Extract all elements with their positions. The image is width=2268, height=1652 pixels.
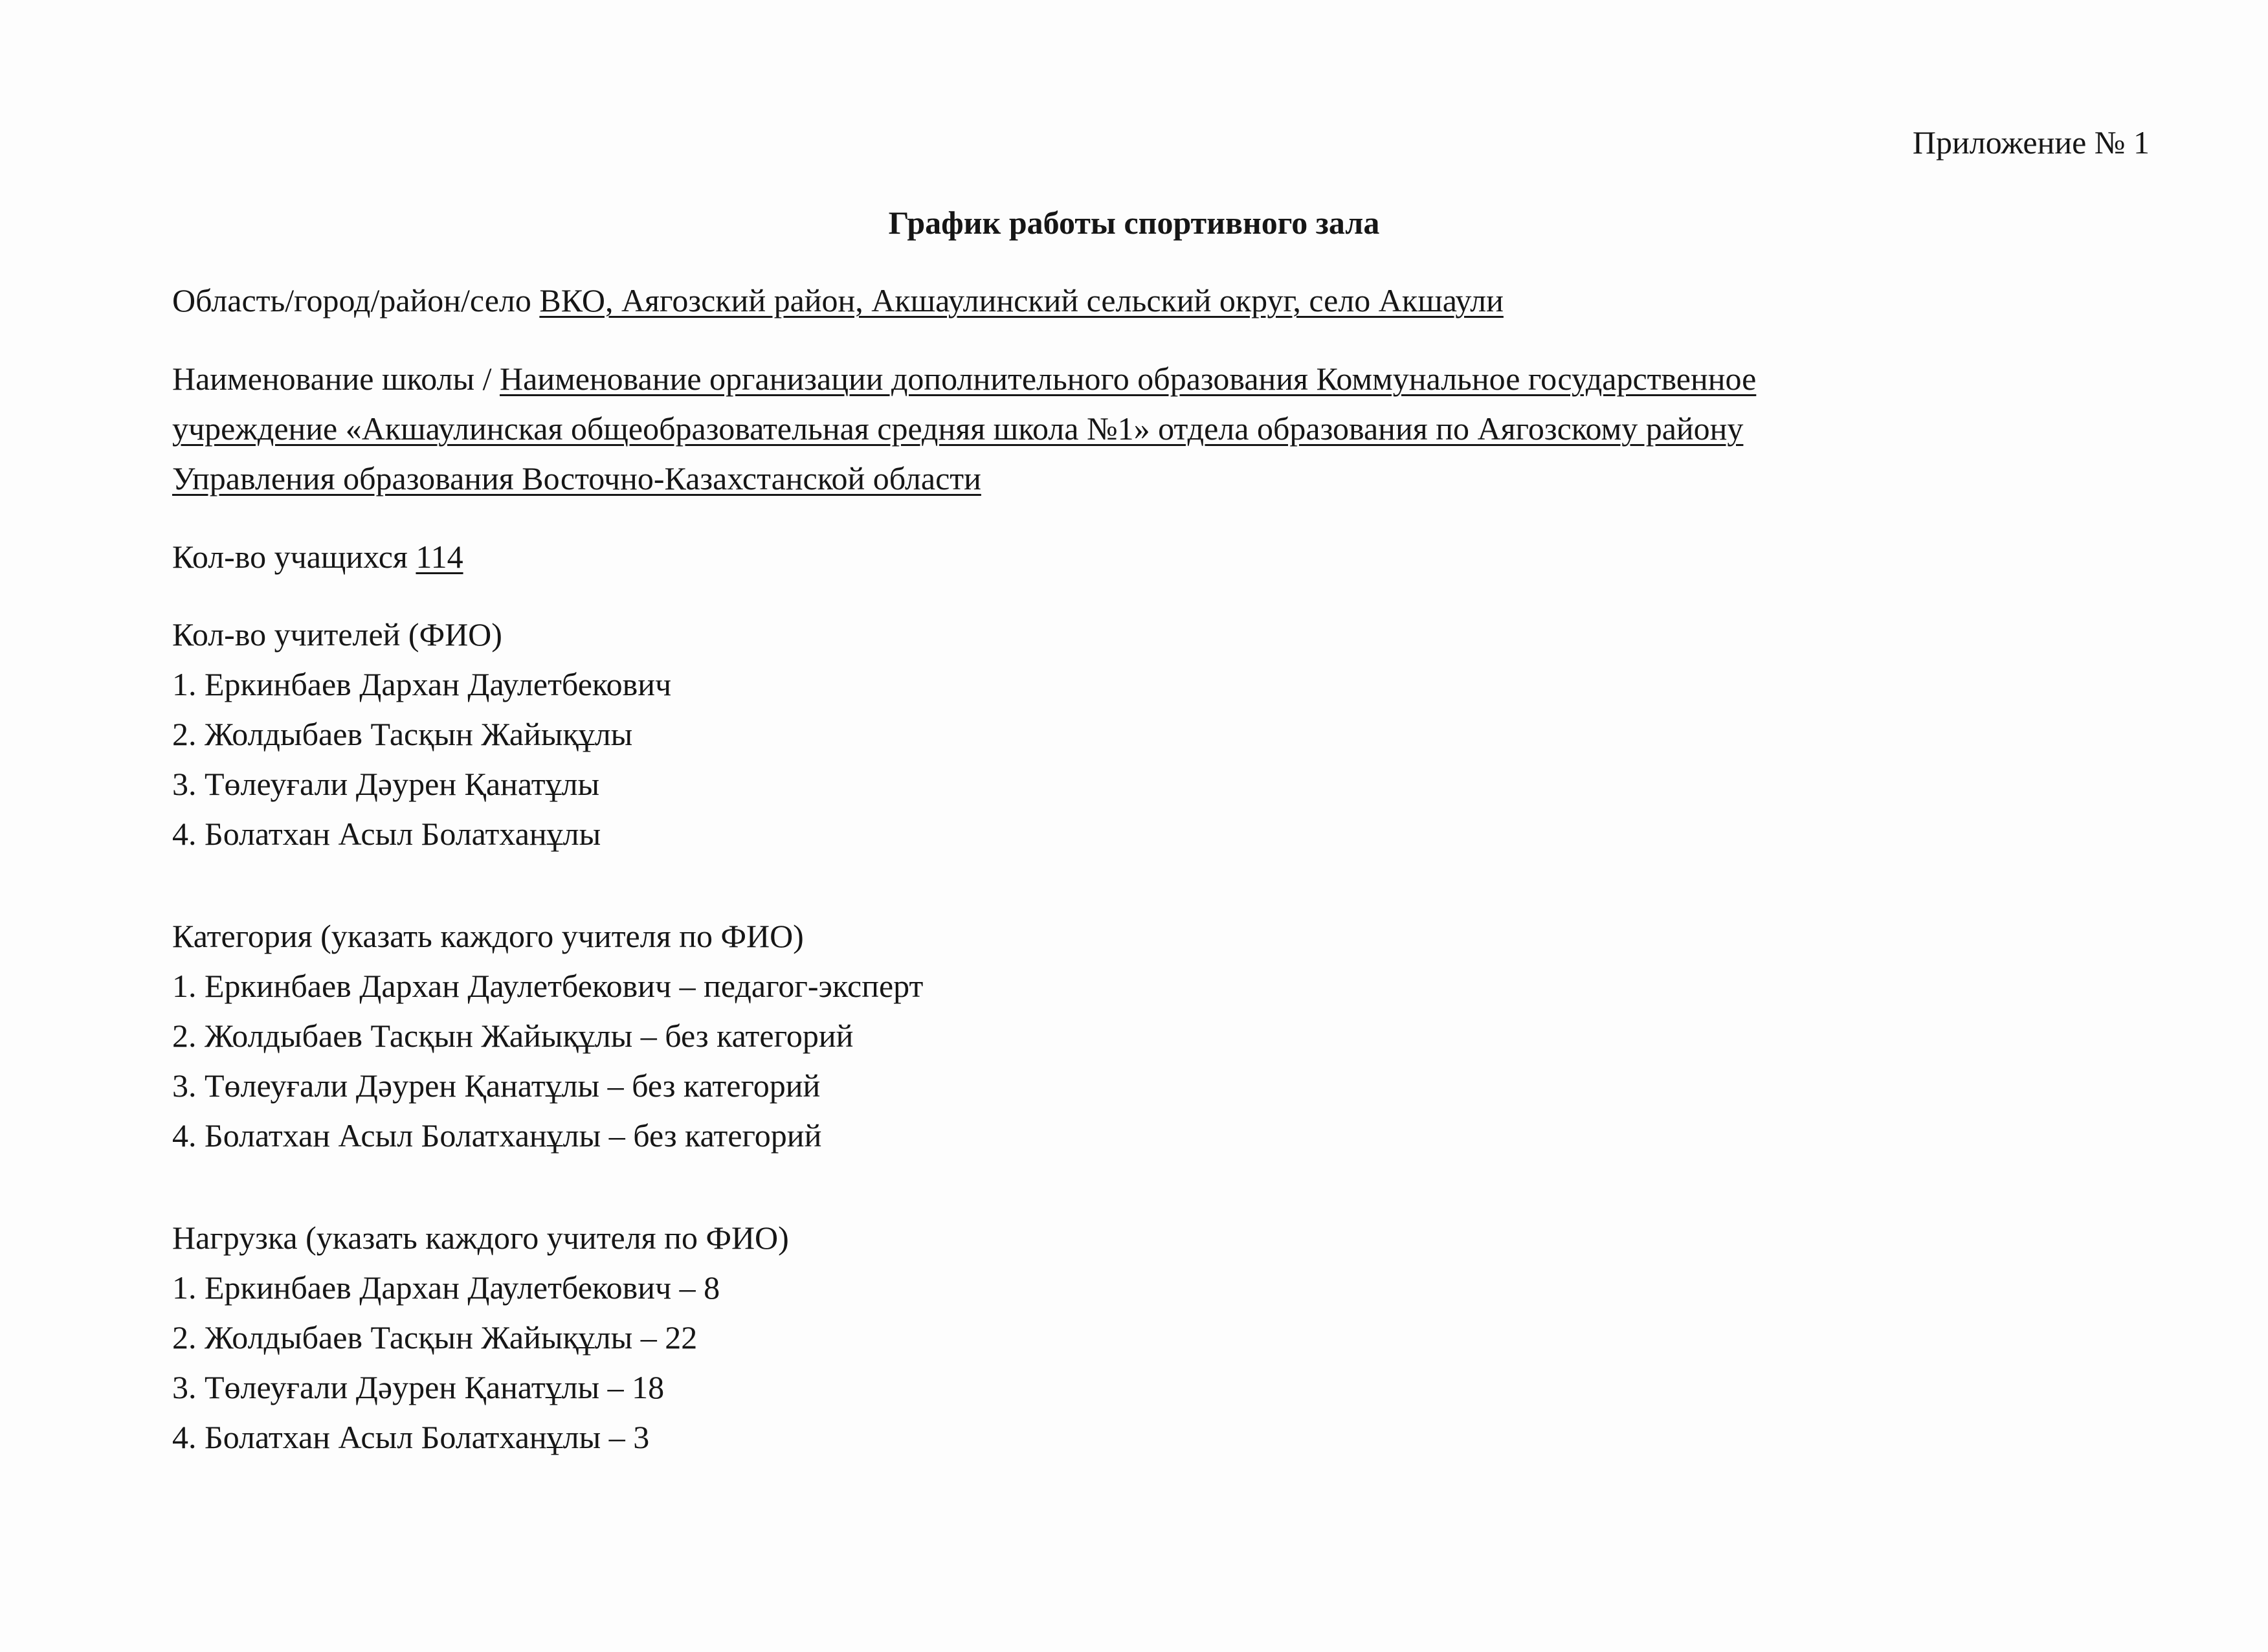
school-line-1 xyxy=(172,354,2114,404)
workload-item: 2. Жолдыбаев Тасқын Жайықұлы – 22 xyxy=(172,1319,698,1356)
school-value-line-2: учреждение «Акшаулинская общеобразовательная средняя школа №1» отдела образования по Аягозскому району xyxy=(172,410,1744,447)
students-line xyxy=(172,532,2114,582)
teacher-item: 2. Жолдыбаев Тасқын Жайықұлы xyxy=(172,716,633,752)
teachers-section xyxy=(172,610,2114,859)
location-label: Область/город/район/село xyxy=(172,282,531,318)
location-value: ВКО, Аягозский район, Акшаулинский сельский округ, село Акшаули xyxy=(539,282,1504,318)
category-item: 2. Жолдыбаев Тасқын Жайықұлы – без категорий xyxy=(172,1018,854,1054)
category-item: 4. Болатхан Асыл Болатханұлы – без категорий xyxy=(172,1117,822,1154)
location-line xyxy=(172,276,2114,326)
teacher-item: 1. Еркинбаев Дархан Даулетбекович xyxy=(172,666,672,702)
students-label: Кол-во учащихся xyxy=(172,539,408,575)
school-value-line-3: Управления образования Восточно-Казахстанской области xyxy=(172,460,981,497)
annex-label: Приложение № 1 xyxy=(1912,124,2150,161)
workload-item: 4. Болатхан Асыл Болатханұлы – 3 xyxy=(172,1419,650,1455)
school-label: Наименование школы / xyxy=(172,361,492,397)
document-body xyxy=(172,276,2114,1462)
workload-section xyxy=(172,1213,2114,1462)
school-value-line-1: Наименование организации дополнительного образования Коммунальное государственное xyxy=(500,361,1757,397)
workload-heading: Нагрузка (указать каждого учителя по ФИО) xyxy=(172,1220,789,1256)
category-item: 1. Еркинбаев Дархан Даулетбекович – педагог-эксперт xyxy=(172,968,924,1004)
workload-item: 1. Еркинбаев Дархан Даулетбекович – 8 xyxy=(172,1269,720,1306)
document-title: График работы спортивного зала xyxy=(888,205,1380,241)
category-item: 3. Төлеуғали Дәурен Қанатұлы – без категорий xyxy=(172,1067,821,1104)
teachers-list xyxy=(172,660,2114,859)
teachers-heading: Кол-во учителей (ФИО) xyxy=(172,616,502,653)
teacher-item: 4. Болатхан Асыл Болатханұлы xyxy=(172,816,601,852)
workload-list xyxy=(172,1263,2114,1462)
school-section xyxy=(172,354,2114,504)
categories-list xyxy=(172,961,2114,1161)
students-count: 114 xyxy=(416,539,463,575)
workload-item: 3. Төлеуғали Дәурен Қанатұлы – 18 xyxy=(172,1369,665,1405)
categories-heading: Категория (указать каждого учителя по ФИО) xyxy=(172,918,804,954)
categories-section xyxy=(172,911,2114,1161)
teacher-item: 3. Төлеуғали Дәурен Қанатұлы xyxy=(172,766,600,802)
